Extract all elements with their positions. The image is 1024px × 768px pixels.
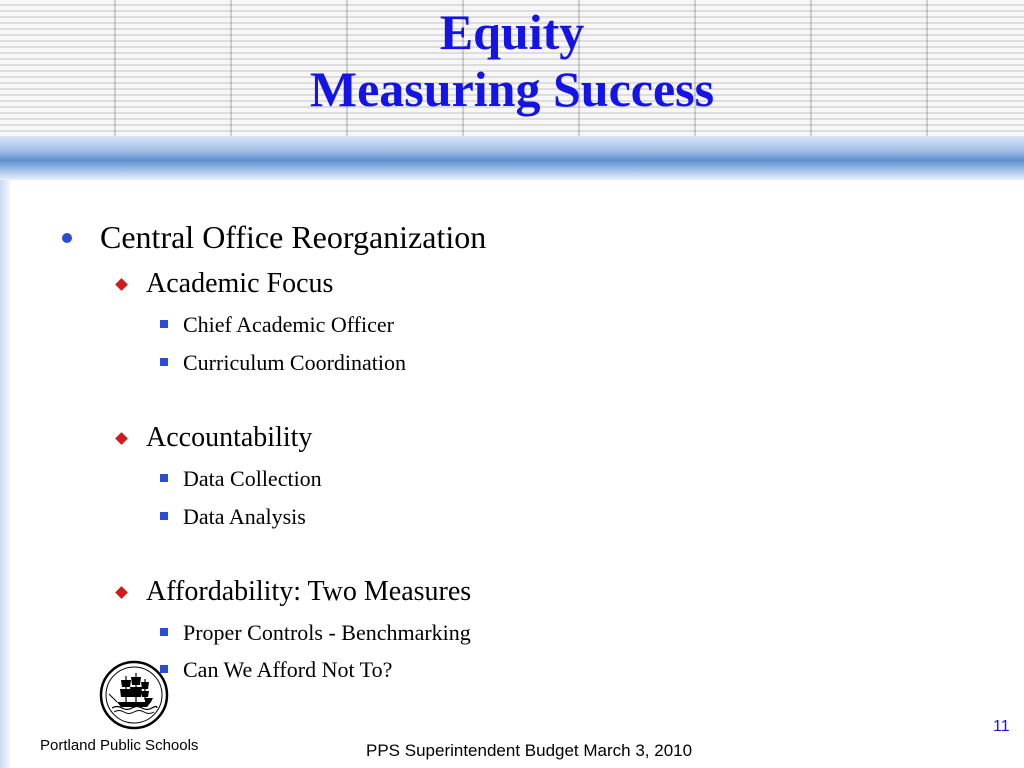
square-bullet-icon xyxy=(160,358,168,366)
square-bullet-icon xyxy=(160,628,168,636)
diamond-bullet-icon xyxy=(115,432,128,445)
list-item: Can We Afford Not To? xyxy=(183,657,393,682)
square-bullet-icon xyxy=(160,512,168,520)
title-line-1: Equity xyxy=(439,4,585,60)
title-line-2: Measuring Success xyxy=(309,61,715,117)
square-bullet-icon xyxy=(160,320,168,328)
list-item: Curriculum Coordination xyxy=(183,350,407,375)
diamond-bullet-icon xyxy=(115,278,128,291)
square-bullet-icon xyxy=(160,474,168,482)
list-item: Proper Controls - Benchmarking xyxy=(183,620,471,645)
group-label-affordability: Affordability: Two Measures xyxy=(146,576,472,607)
bullet-main: Central Office Reorganization xyxy=(100,219,487,255)
page-number: 11 xyxy=(993,718,1010,735)
list-item: Data Analysis xyxy=(183,504,306,529)
group-label-academic: Academic Focus xyxy=(146,268,334,299)
diamond-bullet-icon xyxy=(115,586,128,599)
bullet-dot-icon xyxy=(62,233,72,243)
group-label-accountability: Accountability xyxy=(146,422,313,453)
footer-presentation-info: PPS Superintendent Budget March 3, 2010 xyxy=(366,741,693,760)
list-item: Chief Academic Officer xyxy=(183,312,394,337)
footer-organization: Portland Public Schools xyxy=(40,737,199,754)
ship-seal-logo xyxy=(99,660,169,730)
list-item: Data Collection xyxy=(183,466,322,491)
